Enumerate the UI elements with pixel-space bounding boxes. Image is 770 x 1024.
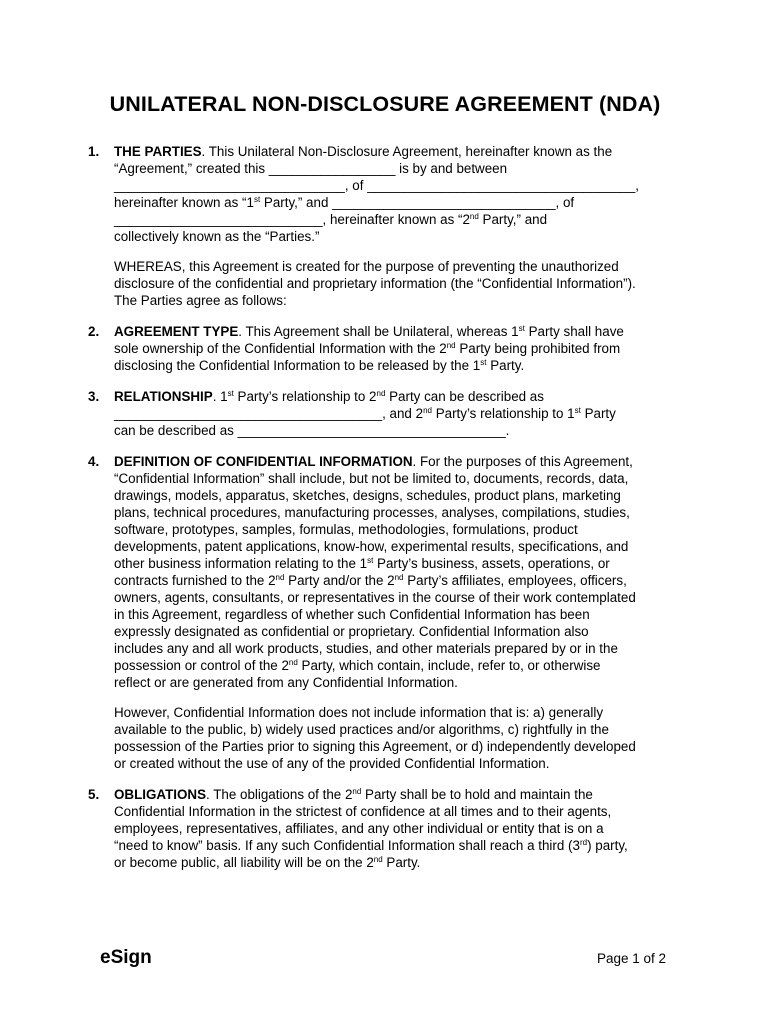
text-line: owners, agents, consultants, or representatives in the course of their work contemplated bbox=[114, 590, 636, 605]
section-agreement-type bbox=[88, 323, 688, 374]
esign-logo: eSign bbox=[100, 947, 152, 968]
section-number: 1. bbox=[88, 144, 100, 159]
text-line: hereinafter known as “1st Party,” and ______________________________, of bbox=[114, 195, 575, 210]
paragraph-whereas bbox=[114, 258, 688, 309]
text-line: ____________________________________, and 2nd Party’s relationship to 1st Party bbox=[114, 406, 616, 421]
section-parties bbox=[88, 143, 688, 309]
text-line: ____________________________, hereinafter known as “2nd Party,” and bbox=[114, 212, 548, 227]
ordinal-suffix: st bbox=[518, 324, 525, 333]
ordinal-suffix: nd bbox=[373, 855, 383, 864]
ordinal-suffix: nd bbox=[288, 658, 298, 667]
section-obligations bbox=[88, 786, 688, 871]
document-body bbox=[88, 143, 688, 885]
section-number: 5. bbox=[88, 787, 100, 802]
ordinal-suffix: st bbox=[367, 556, 374, 565]
text-line: contracts furnished to the 2nd Party and/or the 2nd Party’s affiliates, employees, officers, bbox=[114, 573, 627, 588]
text-line: possession of the Parties prior to signing this Agreement, or d) independently developed bbox=[114, 739, 636, 754]
text-run: . This Agreement shall be Unilateral, whereas 1st Party shall have bbox=[238, 324, 624, 339]
text-line: _______________________________, of ____________________________________, bbox=[114, 178, 640, 193]
text-line: “Agreement,” created this _________________ is by and between bbox=[114, 161, 508, 176]
section-heading: OBLIGATIONS bbox=[114, 787, 206, 802]
ordinal-suffix: st bbox=[227, 389, 234, 398]
text-line: employees, representatives, affiliates, and any other individual or entity that is on a bbox=[114, 821, 604, 836]
section-heading: THE PARTIES bbox=[114, 144, 202, 159]
text-run: . For the purposes of this Agreement, bbox=[412, 454, 633, 469]
text-run: . This Unilateral Non-Disclosure Agreement, hereinafter known as the bbox=[201, 144, 613, 159]
text-line: includes any and all work products, studies, and other materials prepared by or in the bbox=[114, 641, 618, 656]
ordinal-suffix: st bbox=[574, 406, 581, 415]
text-line: can be described as ____________________________________. bbox=[114, 423, 510, 438]
ordinal-suffix: nd bbox=[352, 787, 362, 796]
document-title: UNILATERAL NON-DISCLOSURE AGREEMENT (NDA) bbox=[109, 92, 661, 116]
text-line bbox=[114, 786, 688, 803]
text-run: . 1st Party’s relationship to 2nd Party can be described as bbox=[212, 389, 544, 404]
text-line: The Parties agree as follows: bbox=[114, 293, 287, 308]
ordinal-suffix: nd bbox=[446, 341, 456, 350]
section-definition bbox=[88, 453, 688, 772]
ordinal-suffix: nd bbox=[423, 406, 432, 415]
section-number: 3. bbox=[88, 389, 100, 404]
section-heading: RELATIONSHIP bbox=[114, 389, 213, 404]
section-number: 4. bbox=[88, 454, 100, 469]
text-line: or become public, all liability will be on the 2nd Party. bbox=[114, 855, 421, 870]
text-line: available to the public, b) widely used practices and/or algorithms, c) rightfully in the bbox=[114, 722, 609, 737]
ordinal-suffix: st bbox=[480, 358, 487, 367]
text-line: sole ownership of the Confidential Information with the 2nd Party being prohibited from bbox=[114, 341, 621, 356]
text-line: collectively known as the “Parties.” bbox=[114, 229, 320, 244]
page-number: Page 1 of 2 bbox=[596, 951, 666, 966]
section-heading: DEFINITION OF CONFIDENTIAL INFORMATION bbox=[114, 454, 413, 469]
paragraph-exclusions bbox=[114, 704, 688, 772]
text-line: developments, patent applications, know-how, experimental results, specifications, and bbox=[114, 539, 629, 554]
ordinal-suffix: nd bbox=[394, 573, 404, 582]
ordinal-suffix: st bbox=[253, 195, 261, 204]
text-line: “need to know” basis. If any such Confidential Information shall reach a third (3rd) party, bbox=[114, 838, 628, 853]
text-line bbox=[114, 388, 688, 405]
text-line bbox=[114, 143, 688, 160]
text-line: expressly designated as confidential or proprietary. Confidential Information also bbox=[114, 624, 589, 639]
ordinal-suffix: nd bbox=[469, 212, 479, 221]
text-line: plans, technical procedures, manufacturing processes, analyses, compilations, studies, bbox=[114, 505, 630, 520]
text-line: reflect or are generated from any Confidential Information. bbox=[114, 675, 458, 690]
text-line bbox=[114, 453, 688, 470]
ordinal-suffix: nd bbox=[275, 573, 285, 582]
section-number: 2. bbox=[88, 324, 100, 339]
text-line: software, prototypes, samples, formulas, methodologies, formulations, product bbox=[114, 522, 578, 537]
ordinal-suffix: nd bbox=[376, 389, 386, 398]
text-line: in this Agreement, regardless of whether such Confidential Information has been bbox=[114, 607, 590, 622]
section-heading: AGREEMENT TYPE bbox=[114, 324, 239, 339]
text-line: disclosing the Confidential Information to be released by the 1st Party. bbox=[114, 358, 525, 373]
text-line: possession or control of the 2nd Party, which contain, include, refer to, or otherwise bbox=[114, 658, 601, 673]
ordinal-suffix: rd bbox=[579, 838, 588, 847]
text-line: Confidential Information in the strictest of confidence at all times and to their agents, bbox=[114, 804, 612, 819]
text-line bbox=[114, 323, 688, 340]
text-line: WHEREAS, this Agreement is created for the purpose of preventing the unauthorized bbox=[114, 259, 619, 274]
text-line: or created without the use of any of the provided Confidential Information. bbox=[114, 756, 550, 771]
text-line: “Confidential Information” shall include, but not be limited to, documents, records, data, bbox=[114, 471, 629, 486]
section-relationship bbox=[88, 388, 688, 439]
text-line: disclosure of the confidential and proprietary information (the “Confidential Information”). bbox=[114, 276, 636, 291]
text-line: However, Confidential Information does not include information that is: a) generally bbox=[114, 705, 604, 720]
text-run: . The obligations of the 2nd Party shall be to hold and maintain the bbox=[206, 787, 593, 802]
text-line: drawings, models, apparatus, sketches, designs, schedules, product plans, marketing bbox=[114, 488, 621, 503]
text-line: other business information relating to the 1st Party’s business, assets, operations, or bbox=[114, 556, 610, 571]
